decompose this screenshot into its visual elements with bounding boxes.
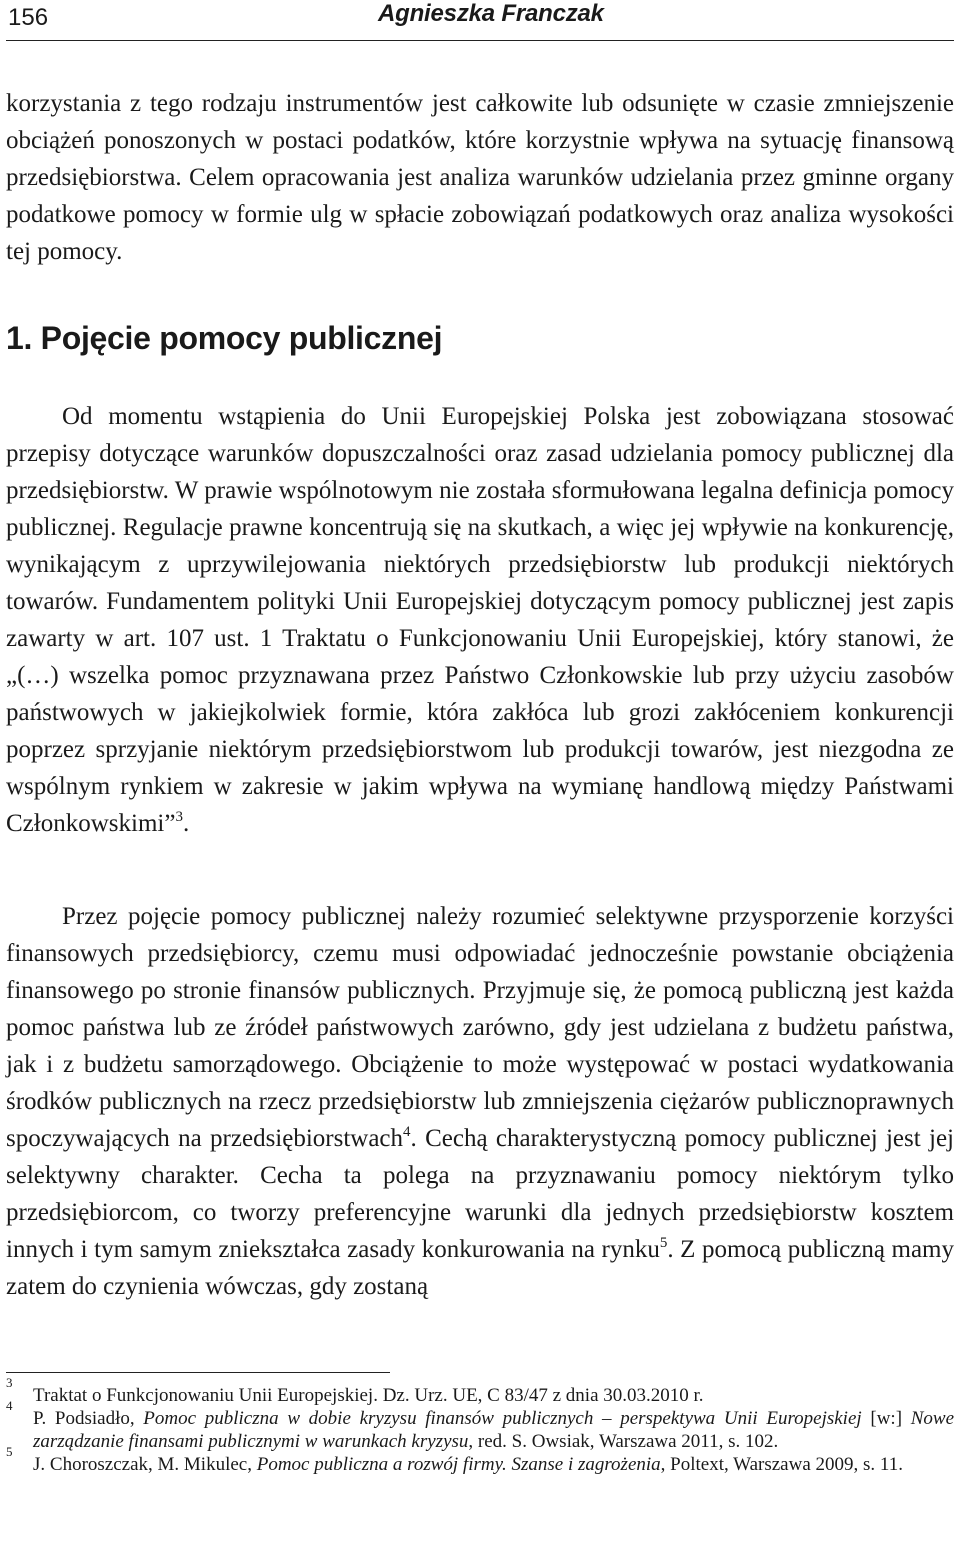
footnote-4 (6, 1398, 954, 1453)
paragraph-text: . Cechą charakterystyczną pomocy publicznej jest jej selektywny charakter. Cecha ta polega na przyznawaniu pomocy niektórym tylko przedsiębiorcom, co tworzy preferencyjne warunki dla jednych przedsiębiorstw kosztem innych i tym samym zniekształca zasady konkurowania na rynku (6, 1125, 954, 1263)
footnote-separator (6, 1372, 390, 1373)
page-number: 156 (8, 4, 49, 31)
paragraph-concept (6, 898, 954, 1305)
paragraph-definition (6, 398, 954, 842)
footnote-text: , Poltext, Warszawa 2009, s. 11. (660, 1454, 903, 1475)
footnote-text: P. Podsiadło, (33, 1408, 144, 1429)
footnote-number: 4 (6, 1398, 13, 1413)
footnotes (6, 1375, 954, 1476)
paragraph-text: Przez pojęcie pomocy publicznej należy rozumieć selektywne przysporzenie korzyści finansowych przedsiębiorcy, czemu musi odpowiadać jednocześnie powstanie obciążenia finansowego po stronie finansów publicznych. Przyjmuje się, że pomocą publiczną jest każda pomoc państwa lub ze źródeł państwowych zarówno, gdy jest udzielana z budżetu państwa, jak i z budżetu samorządowego. Obciążenie to może występować w postaci wydatkowania środków publicznych na rzecz przedsiębiorstw lub zmniejszenia ciężarów publicznoprawnych spoczywających na przedsiębiorstwach (6, 903, 954, 1152)
footnote-text: , red. S. Owsiak, Warszawa 2011, s. 102. (468, 1431, 779, 1452)
footnote-title: Pomoc publiczna w dobie kryzysu finansów publicznych – perspektywa Unii Europejskiej (143, 1408, 862, 1429)
running-header-author: Agnieszka Franczak (378, 0, 604, 27)
running-header (6, 0, 954, 41)
paragraph-text: Od momentu wstąpienia do Unii Europejskiej Polska jest zobowiązana stosować przepisy dotyczące warunków dopuszczalności oraz zasad udzielania pomocy publicznej dla przedsiębiorstw. W prawie wspólnotowym nie została sformułowana legalna definicja pomocy publicznej. Regulacje prawne koncentrują się na skutkach, a więc jej wpływie na konkurencję, wynikającym z uprzywilejowania niektórych przedsiębiorstw lub produkcji niektórych towarów. Fundamentem polityki Unii Europejskiej dotyczącym pomocy publicznej jest zapis zawarty w art. 107 ust. 1 Traktatu o Funkcjonowaniu Unii Europejskiej, który stanowi, że „(…) wszelka pomoc przyznawana przez Państwo Członkowskie lub przy użyciu zasobów państwowych w jakiejkolwiek formie, która zakłóca lub grozi zakłóceniem konkurencji poprzez sprzyjanie niektórym przedsiębiorstwom lub produkcji towarów, jest niezgodna ze wspólnym rynkiem w zakresie w jakim wpływa na wymianę handlową między Państwami Członkowskimi” (6, 403, 954, 837)
footnote-title: Pomoc publiczna a rozwój firmy. Szanse i zagrożenia (256, 1454, 661, 1475)
footnote-5 (6, 1444, 954, 1476)
footnote-ref-5[interactable]: 5 (659, 1235, 668, 1251)
footnote-ref-4[interactable]: 4 (403, 1124, 411, 1140)
section-heading: 1. Pojęcie pomocy publicznej (6, 320, 443, 356)
paragraph-text: . (182, 810, 190, 837)
footnote-text: [w:] (861, 1408, 911, 1429)
footnote-text: J. Choroszczak, M. Mikulec, (33, 1454, 257, 1475)
footnote-3 (6, 1375, 954, 1407)
paragraph-text: . Z pomocą publiczną mamy zatem do czynienia wówczas, gdy zostaną (6, 1236, 954, 1300)
footnote-number: 5 (6, 1444, 13, 1459)
footnote-book-title: Nowe zarządzanie finansami publicznymi w warunkach kryzysu (33, 1408, 954, 1452)
footnote-number: 3 (6, 1375, 13, 1390)
footnote-text: Traktat o Funkcjonowaniu Unii Europejskiej. Dz. Urz. UE, C 83/47 z dnia 30.03.2010 r. (33, 1385, 704, 1406)
footnote-ref-3[interactable]: 3 (175, 809, 183, 825)
intro-paragraph: korzystania z tego rodzaju instrumentów jest całkowite lub odsunięte w czasie zmniejszenie obciążeń ponoszonych w postaci podatków, które korzystnie wpływa na sytuację finansową przedsiębiorstwa. Celem opracowania jest analiza warunków udzielania przez gminne organy podatkowe pomocy w formie ulg w spłacie zobowiązań podatkowych oraz analiza wysokości tej pomocy. (6, 90, 954, 265)
